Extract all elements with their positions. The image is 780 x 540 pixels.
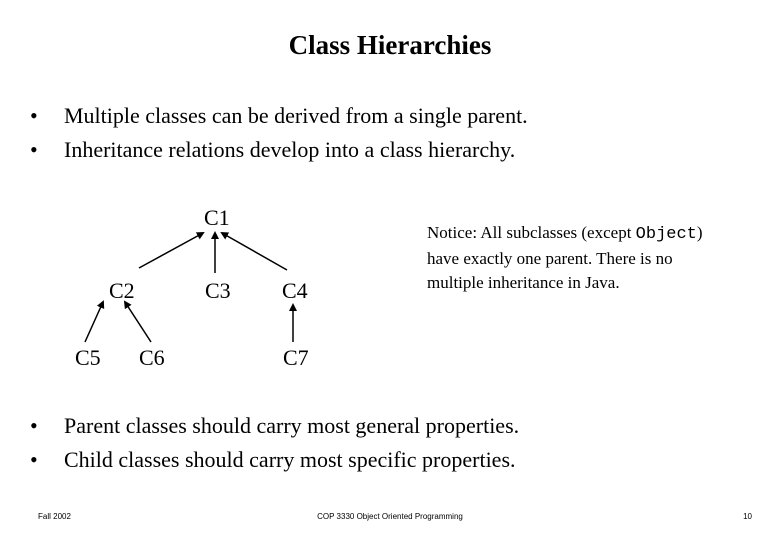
edge-c4-c1 xyxy=(222,233,287,270)
bullet-text: Child classes should carry most specific properties. xyxy=(64,447,516,472)
notice-suffix: ) have exactly one parent. There is no multiple inheritance in Java. xyxy=(427,223,703,292)
node-c4: C4 xyxy=(282,278,308,303)
bullet-text: Multiple classes can be derived from a single parent. xyxy=(64,103,528,128)
bullet-marker: • xyxy=(30,137,38,162)
slide-title: Class Hierarchies xyxy=(288,30,492,60)
edge-c5-c2 xyxy=(85,302,103,342)
bullet-item xyxy=(30,443,519,477)
bullet-text: Inheritance relations develop into a class hierarchy. xyxy=(64,137,516,162)
footer-date: Fall 2002 xyxy=(38,512,71,521)
node-c7: C7 xyxy=(283,345,309,370)
bullet-item xyxy=(30,409,519,443)
footer-course: COP 3330 Object Oriented Programming xyxy=(317,512,463,521)
edge-c6-c2 xyxy=(125,302,151,342)
node-c3: C3 xyxy=(205,278,231,303)
notice-text xyxy=(427,221,727,295)
bullet-text: Parent classes should carry most general properties. xyxy=(64,413,520,438)
node-c5: C5 xyxy=(75,345,101,370)
bottom-bullet-list xyxy=(30,409,519,477)
node-c6: C6 xyxy=(139,345,165,370)
edge-c2-c1 xyxy=(139,233,203,268)
notice-code: Object xyxy=(635,225,697,244)
bullet-marker: • xyxy=(30,413,38,438)
bullet-marker: • xyxy=(30,103,38,128)
node-c1: C1 xyxy=(204,205,230,230)
footer-page-number: 10 xyxy=(743,512,752,521)
node-c2: C2 xyxy=(109,278,135,303)
bullet-marker: • xyxy=(30,447,38,472)
notice-prefix: Notice: All subclasses (except xyxy=(427,223,636,242)
